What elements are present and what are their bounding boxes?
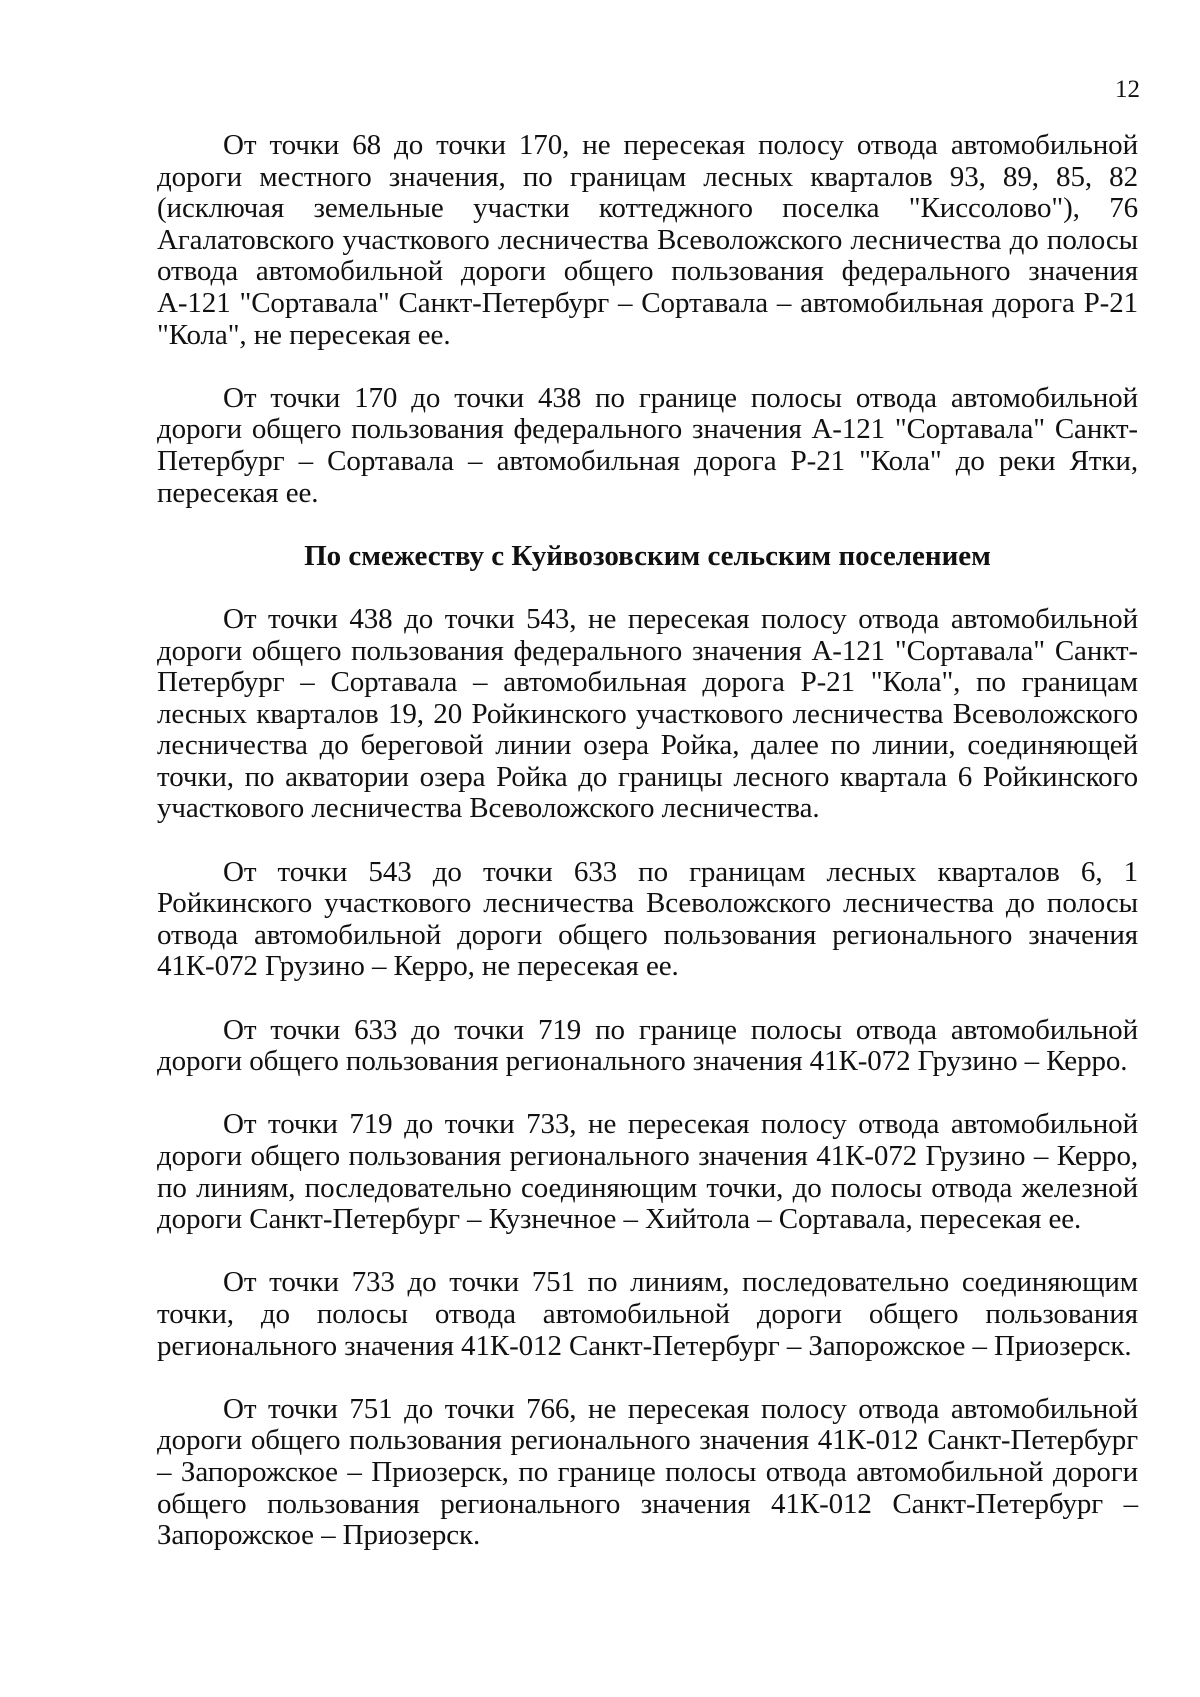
paragraph-spacer <box>157 1362 1138 1394</box>
paragraph-spacer <box>157 351 1138 383</box>
document-body <box>157 130 1138 1552</box>
paragraph-spacer <box>157 825 1138 857</box>
paragraph-spacer <box>157 983 1138 1015</box>
paragraph-4: От точки 543 до точки 633 по границам лесных кварталов 6, 1 Ройкинского участкового лесничества Всеволожского лесничества до полосы отвода автомобильной дороги общего пользования регионального значения 41К-072 Грузино – Керро, не пересекая ее. <box>157 855 1138 983</box>
paragraph-spacer <box>157 1236 1138 1268</box>
paragraph-1: От точки 68 до точки 170, не пересекая полосу отвода автомобильной дороги местного значения, по границам лесных кварталов 93, 89, 85, 82 (исключая земельные участки коттеджного поселка "Киссолово"), 76 Агалатовского участкового лесничества Всеволожского лесничества до полосы отвода автомобильной дороги общего пользования федерального значения А-121 "Сортавала" Санкт-Петербург – Сортавала – автомобильная дорога Р-21 "Кола", не пересекая ее. <box>157 129 1138 351</box>
paragraph-spacer <box>157 509 1138 541</box>
page-number: 12 <box>1115 76 1140 103</box>
section-heading: По смежеству с Куйвозовским сельским поселением <box>304 539 991 572</box>
paragraph-6: От точки 719 до точки 733, не пересекая полосу отвода автомобильной дороги общего пользования регионального значения 41К-072 Грузино – Керро, по линиям, последовательно соединяющим точки, до полосы отвода железной дороги Санкт-Петербург – Кузнечное – Хийтола – Сортавала, пересекая ее. <box>157 1108 1138 1236</box>
paragraph-2: От точки 170 до точки 438 по границе полосы отвода автомобильной дороги общего пользования федерального значения А-121 "Сортавала" Санкт-Петербург – Сортавала – автомобильная дорога Р-21 "Кола" до реки Ятки, пересекая ее. <box>157 381 1138 509</box>
paragraph-8: От точки 751 до точки 766, не пересекая полосу отвода автомобильной дороги общего пользования регионального значения 41К-012 Санкт-Петербург – Запорожское – Приозерск, по границе полосы отвода автомобильной дороги общего пользования регионального значения 41К-012 Санкт-Петербург – Запорожское – Приозерск. <box>157 1392 1138 1552</box>
paragraph-spacer <box>157 1078 1138 1110</box>
paragraph-7: От точки 733 до точки 751 по линиям, последовательно соединяющим точки, до полосы отвода автомобильной дороги общего пользования регионального значения 41К-012 Санкт-Петербург – Запорожское – Приозерск. <box>157 1266 1138 1362</box>
paragraph-5: От точки 633 до точки 719 по границе полосы отвода автомобильной дороги общего пользования регионального значения 41К-072 Грузино – Керро. <box>157 1013 1138 1078</box>
paragraph-spacer <box>157 572 1138 604</box>
paragraph-3: От точки 438 до точки 543, не пересекая полосу отвода автомобильной дороги общего пользования федерального значения А-121 "Сортавала" Санкт-Петербург – Сортавала – автомобильная дорога Р-21 "Кола", по границам лесных кварталов 19, 20 Ройкинского участкового лесничества Всеволожского лесничества до береговой линии озера Ройка, далее по линии, соединяющей точки, по акватории озера Ройка до границы лесного квартала 6 Ройкинского участкового лесничества Всеволожского лесничества. <box>157 602 1138 825</box>
